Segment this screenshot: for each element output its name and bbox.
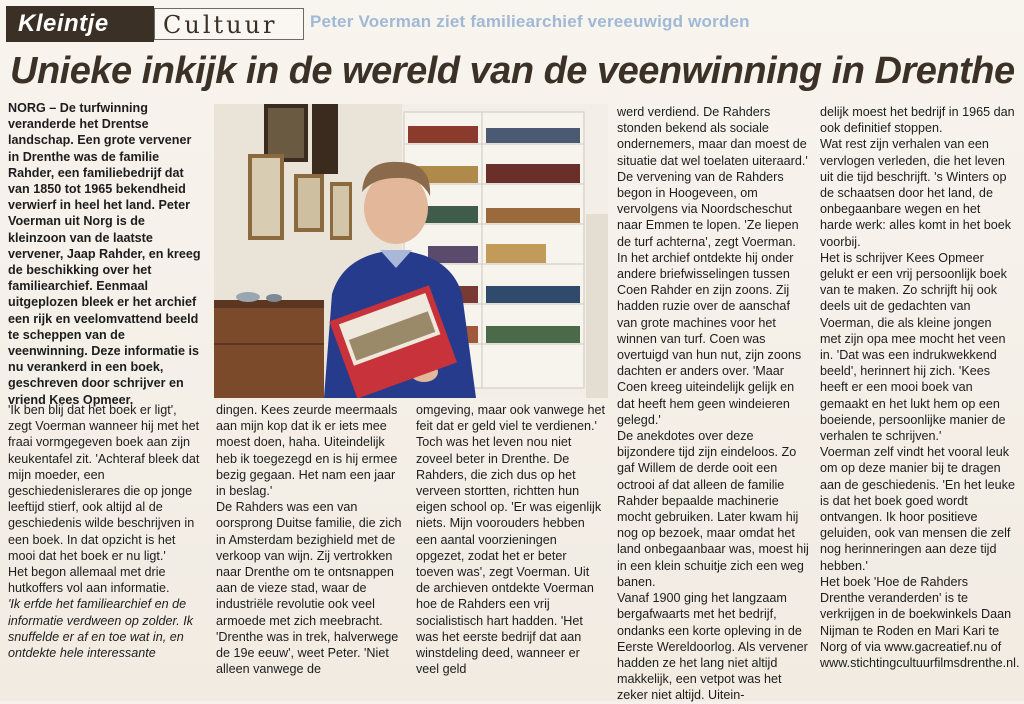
paragraph: werd verdiend. De Rahders stonden bekend als sociale ondernemers, maar dan moest de situatie dat wel toelaten uiteraard.' — [617, 105, 808, 168]
article-headline: Unieke inkijk in de wereld van de veenwinning in Drenthe — [10, 50, 1015, 92]
paragraph: dingen. Kees zeurde meermaals aan mijn kop dat ik er iets mee moest doen, haha. Uiteindelijk heb ik toegezegd en is hij ermee bezig gegaan. Het nam een jaar in beslag.' — [216, 403, 398, 499]
lead-paragraph: NORG – De turfwinning veranderde het Drentse landschap. Een grote vervener in Drenthe was de familie Rahder, een familiebedrijf dat van 1850 tot 1965 bekendheid verwierf in heel het land. Peter Voerman uit Norg is de kleinzoon van de laatste vervener, Jaap Rahder, en kreeg de beschikking over het familiearchief. Eenmaal uitgeplozen bleek er het archief een rijk en veelomvattend beeld te scheppen van de veenwinning. Deze informatie is nu verankerd in een boek, geschreven door schrijver en vriend Kees Opmeer. — [8, 101, 201, 407]
paragraph: Voerman zelf vindt het vooral leuk om op deze manier bij te dragen aan de geschiedenis. 'En het leuke is dat het boek goed wordt ontvangen. Ik hoor positieve geluiden, ook van mensen die zelf nog herinneringen aan deze tijd hebben.' — [820, 445, 1015, 573]
paragraph: De Rahders was een van oorsprong Duitse familie, die zich in Amsterdam bezighield met de verkoop van wijn. Zij vertrokken naar Drenthe om te ontsnappen aan de vieze stad, waar de industriële revolutie ook veel armoede met zich meebracht. 'Drenthe was in trek, halverwege de 19e eeuw', weet Peter. 'Niet alleen vanwege de — [216, 500, 402, 677]
kicker-subtitle: Peter Voerman ziet familiearchief vereeuwigd worden — [310, 12, 750, 31]
paragraph: De vervening van de Rahders begon in Hoogeveen, om vervolgens via Noordscheschut naar Emmen te lopen. 'Ze liepen de turf achterna', zegt Voerman. In het archief ontdekte hij onder andere briefwisselingen tussen Coen Rahder en zijn zoons. Zij hadden ruzie over de aanschaf van grote machines voor het winnen van turf. Coen was overtuigd van hun nut, zijn zoons dachten er anders over. 'Maar Coen kreeg uiteindelijk gelijk en dat heeft hem geen windeieren gelegd.' — [617, 169, 802, 427]
section-label-cultuur: Cultuur — [154, 8, 304, 40]
article-photo — [214, 104, 608, 398]
paragraph: Toch was het leven nou niet zoveel beter in Drenthe. De Rahders, die zich dus op het verveen stortten, richtten hun eigen school op. 'Er was eigenlijk niets. Mijn voorouders hebben een aantal voorzieningen opgezet, zodat het er beter toeven was', zegt Voerman. Uit de archieven ontdekte Voerman hoe de Rahders een vrij socialistisch hart hadden. 'Het was het eerste bedrijf dat aan winstdeling deed, wanneer er veel geld — [416, 435, 602, 677]
paragraph: Het begon allemaal met drie hutkoffers vol aan informatie. — [8, 565, 170, 596]
paragraph: 'Ik ben blij dat het boek er ligt', zegt Voerman wanneer hij met het fraai vormgegeven boek aan zijn keukentafel zit. 'Achteraf bleek dat mijn moeder, een geschiedenislerares die op jonge leeftijd stierf, ook altijd al de geschiedenis wilde beschrijven in een boek. In dat opzicht is het mooi dat het boek er nu ligt.' — [8, 403, 200, 563]
paragraph: 'Ik erfde het familiearchief en de informatie verdween op zolder. Ik snuffelde er af en toe wat in, en ontdekte hele interessante — [8, 597, 194, 661]
paragraph: delijk moest het bedrijf in 1965 dan ook definitief stoppen. — [820, 105, 1015, 136]
paragraph: Het boek 'Hoe de Rahders Drenthe veranderden' is te verkrijgen in de boekwinkels Daan Nijman te Roden en Mari Kari te Norg of via www.gacreatief.nu of www.stichtingcultuurfilmsdrenthe.nl. — [820, 574, 1020, 670]
photo-illustration — [214, 104, 608, 398]
column-3 — [416, 402, 606, 677]
column-1-body — [8, 402, 202, 661]
column-4 — [617, 104, 809, 704]
paragraph: Wat rest zijn verhalen van een vervlogen verleden, die het leven uit die tijd beschrijft. 's Winters op de schaatsen door het land, de onbegaanbare wegen en het harde werk: alles komt in het boek voorbij. — [820, 137, 1012, 249]
column-5 — [820, 104, 1020, 671]
column-2 — [216, 402, 406, 677]
section-header — [6, 6, 306, 44]
paragraph: omgeving, maar ook vanwege het feit dat er geld viel te verdienen.' — [416, 403, 606, 434]
paragraph: Het is schrijver Kees Opmeer gelukt er een vrij persoonlijk boek van te maken. Zo schrijft hij ook deels uit de gedachten van Voerman, die als kleine jongen met zijn opa mee mocht het veen in. 'Dat was een indrukwekkend beeld', herinnert hij zich. 'Kees heeft er een mooi boek van gemaakt en het lukt hem op een boeiende, persoonlijke manier de verhalen te schrijven.' — [820, 250, 1007, 444]
column-1-lead — [8, 100, 202, 408]
section-label-kleintje: Kleintje — [6, 6, 154, 42]
paragraph: Vanaf 1900 ging het langzaam bergafwaarts met het bedrijf, ondanks een korte opleving in de Eerste Wereldoorlog. Als vervener hadden ze het lang niet altijd makkelijk, een vetpot was het zeker niet altijd. Uitein- — [617, 591, 808, 703]
paragraph: De anekdotes over deze bijzondere tijd zijn eindeloos. Zo gaf Willem de derde ooit een octrooi af dat alleen de familie Rahder bepaalde machinerie mocht gebruiken. Later kwam hij nog op bezoek, maar omdat het land onbegaanbaar was, moest hij in een klein schuitje zich een weg banen. — [617, 429, 809, 589]
